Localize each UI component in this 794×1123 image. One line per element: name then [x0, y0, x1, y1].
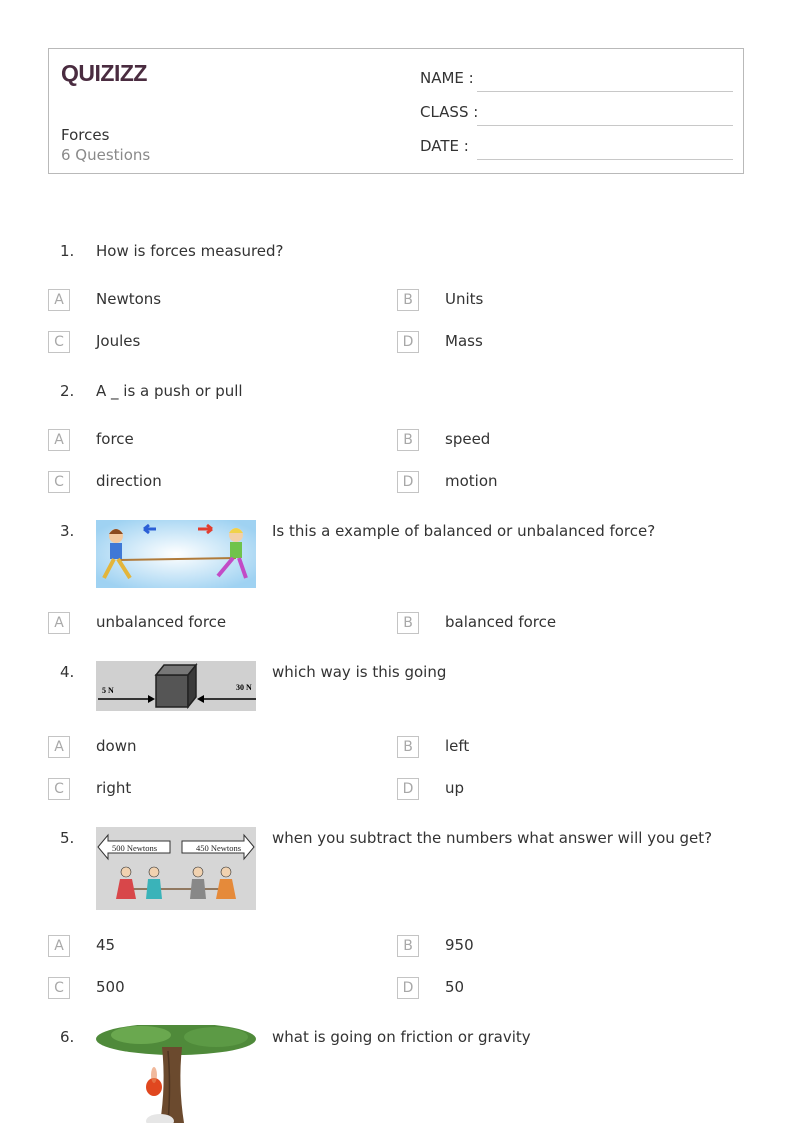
- class-field[interactable]: [420, 103, 733, 127]
- question-5-text: when you subtract the numbers what answer will you get?: [272, 829, 713, 847]
- question-3-text: Is this a example of balanced or unbalanced force?: [272, 522, 656, 540]
- name-label: NAME :: [420, 69, 474, 87]
- option-letter-box: D: [397, 778, 419, 800]
- question-4-number: 4.: [60, 663, 75, 681]
- option-text: speed: [445, 430, 491, 448]
- newtons-tug-image: [96, 827, 256, 910]
- question-2-text: A _ is a push or pull: [96, 382, 243, 400]
- option-letter-box: D: [397, 331, 419, 353]
- option-text: balanced force: [445, 613, 557, 631]
- option-text: force: [96, 430, 134, 448]
- left-force-label: 5 N: [102, 686, 114, 695]
- name-field[interactable]: [420, 69, 733, 93]
- option-text: Newtons: [96, 290, 162, 308]
- option-text: right: [96, 779, 132, 797]
- option-letter-box: A: [48, 935, 70, 957]
- option-text: motion: [445, 472, 498, 490]
- option-text: 500: [96, 978, 125, 996]
- question-3-number: 3.: [60, 522, 75, 540]
- svg-text:QUIZIZZ: QUIZIZZ: [61, 60, 147, 86]
- tug-of-war-image: [96, 520, 256, 588]
- option-letter-box: A: [48, 429, 70, 451]
- option-text: down: [96, 737, 137, 755]
- option-text: 50: [445, 978, 465, 996]
- option-text: 45: [96, 936, 116, 954]
- right-force-label: 30 N: [236, 683, 252, 692]
- option-text: left: [445, 737, 470, 755]
- question-5-number: 5.: [60, 829, 75, 847]
- question-6-text: what is going on friction or gravity: [272, 1028, 531, 1046]
- name-line[interactable]: [477, 91, 733, 92]
- option-letter-box: C: [48, 331, 70, 353]
- class-label: CLASS :: [420, 103, 479, 121]
- option-letter-box: B: [397, 935, 419, 957]
- option-letter-box: A: [48, 736, 70, 758]
- force-box-image: [96, 661, 256, 711]
- right-newtons-label: 450 Newtons: [196, 843, 242, 853]
- tree-apple-image: [96, 1025, 256, 1123]
- worksheet-header: [48, 48, 744, 174]
- left-newtons-label: 500 Newtons: [112, 843, 158, 853]
- option-letter-box: D: [397, 977, 419, 999]
- option-text: direction: [96, 472, 162, 490]
- option-letter-box: A: [48, 612, 70, 634]
- option-letter-box: B: [397, 612, 419, 634]
- option-letter-box: D: [397, 471, 419, 493]
- date-label: DATE :: [420, 137, 469, 155]
- option-letter-box: C: [48, 977, 70, 999]
- worksheet-title: Forces: [61, 126, 110, 144]
- option-letter-box: B: [397, 429, 419, 451]
- question-6-number: 6.: [60, 1028, 75, 1046]
- option-letter-box: B: [397, 289, 419, 311]
- date-field[interactable]: [420, 137, 733, 161]
- option-letter-box: C: [48, 471, 70, 493]
- quizizz-logo: [61, 59, 153, 87]
- option-text: 950: [445, 936, 474, 954]
- date-line[interactable]: [477, 159, 733, 160]
- option-text: Mass: [445, 332, 483, 350]
- option-letter-box: C: [48, 778, 70, 800]
- question-count: 6 Questions: [61, 146, 151, 164]
- question-4-text: which way is this going: [272, 663, 447, 681]
- option-text: Units: [445, 290, 484, 308]
- question-1-text: How is forces measured?: [96, 242, 284, 260]
- option-letter-box: B: [397, 736, 419, 758]
- option-text: up: [445, 779, 465, 797]
- question-1-number: 1.: [60, 242, 75, 260]
- option-text: Joules: [96, 332, 141, 350]
- option-text: unbalanced force: [96, 613, 227, 631]
- question-2-number: 2.: [60, 382, 75, 400]
- class-line[interactable]: [477, 125, 733, 126]
- option-letter-box: A: [48, 289, 70, 311]
